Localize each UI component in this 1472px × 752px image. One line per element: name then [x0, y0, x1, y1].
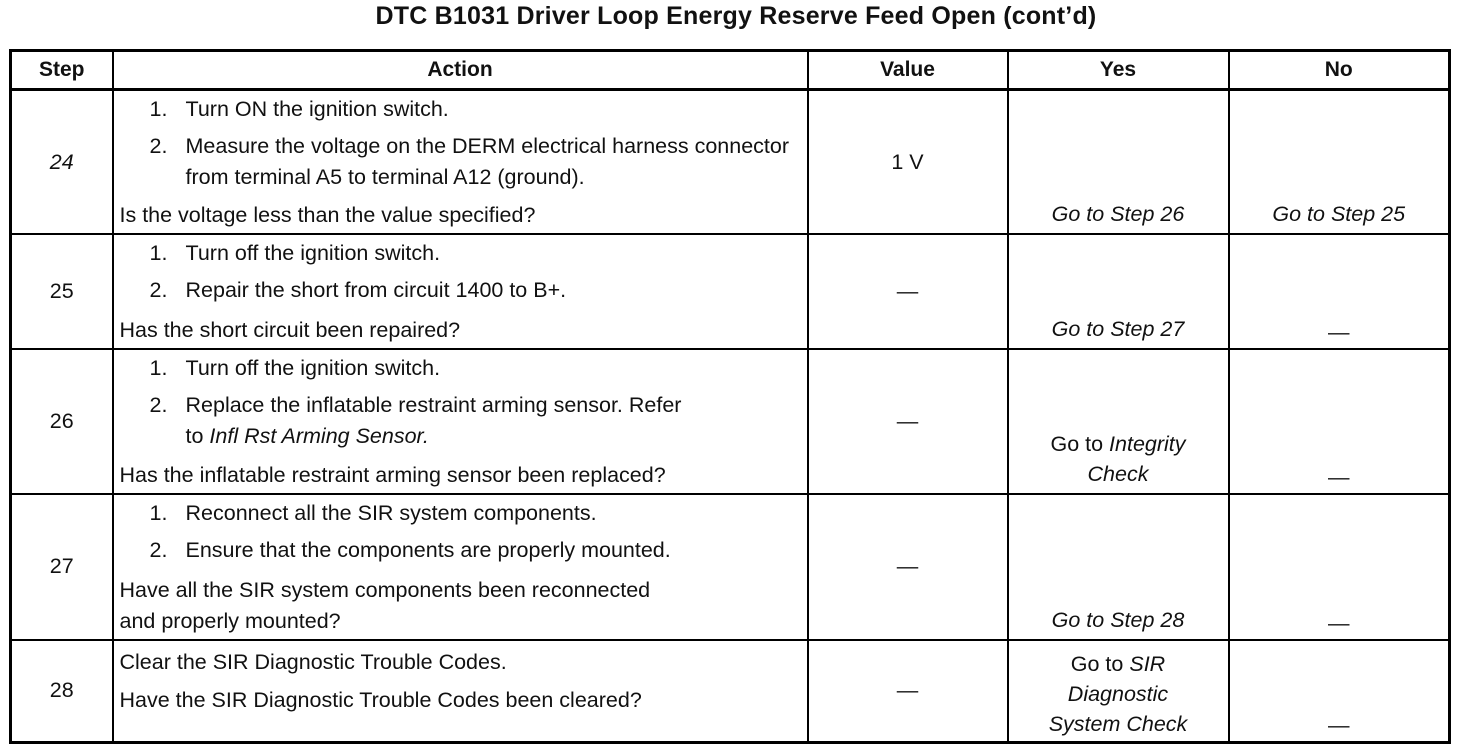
- step-number: 28: [11, 640, 113, 743]
- no-dash: —: [1328, 713, 1350, 737]
- action-step: 1. Turn ON the ignition switch.: [149, 97, 449, 121]
- page-title: DTC B1031 Driver Loop Energy Reserve Feed Open (cont’d): [375, 2, 1097, 30]
- yes-cell: [1008, 90, 1229, 235]
- diagnostic-table: [9, 49, 1451, 744]
- value-cell: —: [808, 234, 1008, 348]
- value-cell: —: [808, 640, 1008, 743]
- yes-link[interactable]: Go to SIR Diagnostic System Check: [1048, 652, 1188, 736]
- no-link[interactable]: Go to Step 25: [1272, 202, 1406, 227]
- action-step: 2. Repair the short from circuit 1400 to B+.: [149, 278, 567, 303]
- yes-link[interactable]: Go to Step 28: [1051, 607, 1185, 632]
- header-step: Step: [11, 51, 113, 90]
- action-step: 1. Turn off the ignition switch.: [149, 241, 441, 266]
- action-cell: [113, 90, 808, 235]
- no-dash: —: [1328, 610, 1350, 635]
- yes-cell: [1008, 234, 1229, 348]
- action-step: 2. Replace the inflatable restraint arming sensor. Refer to Infl Rst Arming Sensor.: [149, 392, 682, 448]
- no-cell: [1229, 640, 1450, 743]
- value-cell: —: [808, 349, 1008, 494]
- table-row: [11, 640, 1450, 743]
- step-number: 24: [11, 90, 113, 235]
- header-action: Action: [113, 51, 808, 90]
- action-question: Have the SIR Diagnostic Trouble Codes been cleared?: [119, 687, 642, 712]
- yes-cell: [1008, 640, 1229, 743]
- yes-link[interactable]: Go to Step 27: [1051, 316, 1185, 341]
- action-question: Has the short circuit been repaired?: [119, 317, 461, 342]
- step-number: 25: [11, 234, 113, 348]
- no-dash: —: [1328, 465, 1350, 490]
- step-number: 27: [11, 494, 113, 639]
- action-step: 1. Reconnect all the SIR system components.: [149, 501, 597, 526]
- value-cell: —: [808, 494, 1008, 639]
- yes-link[interactable]: Go to Step 26: [1051, 202, 1185, 227]
- step-number: 26: [11, 349, 113, 494]
- action-step: 2. Measure the voltage on the DERM electrical harness connector from terminal A5 to terminal A12 (ground).: [149, 134, 790, 189]
- value-cell: 1 V: [808, 90, 1008, 235]
- table-row: [11, 234, 1450, 348]
- header-no: No: [1229, 51, 1450, 90]
- no-cell: [1229, 234, 1450, 348]
- table-row: [11, 349, 1450, 494]
- no-cell: [1229, 90, 1450, 235]
- action-step: 1. Turn off the ignition switch.: [149, 355, 441, 380]
- action-cell: [113, 234, 808, 348]
- action-cell: [113, 494, 808, 639]
- action-question: Have all the SIR system components been reconnected and properly mounted?: [119, 577, 651, 633]
- yes-link[interactable]: Go to Integrity Check: [1050, 432, 1186, 487]
- action-line: Clear the SIR Diagnostic Trouble Codes.: [119, 649, 507, 674]
- manual-reference-link[interactable]: Infl Rst Arming Sensor.: [209, 423, 429, 448]
- table-row: [11, 494, 1450, 639]
- yes-cell: [1008, 349, 1229, 494]
- action-step: 2. Ensure that the components are properly mounted.: [149, 538, 671, 563]
- no-cell: [1229, 494, 1450, 639]
- header-yes: Yes: [1008, 51, 1229, 90]
- action-question: Is the voltage less than the value specified?: [119, 203, 536, 228]
- header-row: [11, 51, 1450, 90]
- table-row: [11, 90, 1450, 235]
- action-cell: [113, 349, 808, 494]
- header-value: Value: [808, 51, 1008, 90]
- action-cell: [113, 640, 808, 743]
- action-question: Has the inflatable restraint arming sensor been replaced?: [119, 463, 666, 488]
- no-cell: [1229, 349, 1450, 494]
- no-dash: —: [1328, 319, 1350, 344]
- yes-cell: [1008, 494, 1229, 639]
